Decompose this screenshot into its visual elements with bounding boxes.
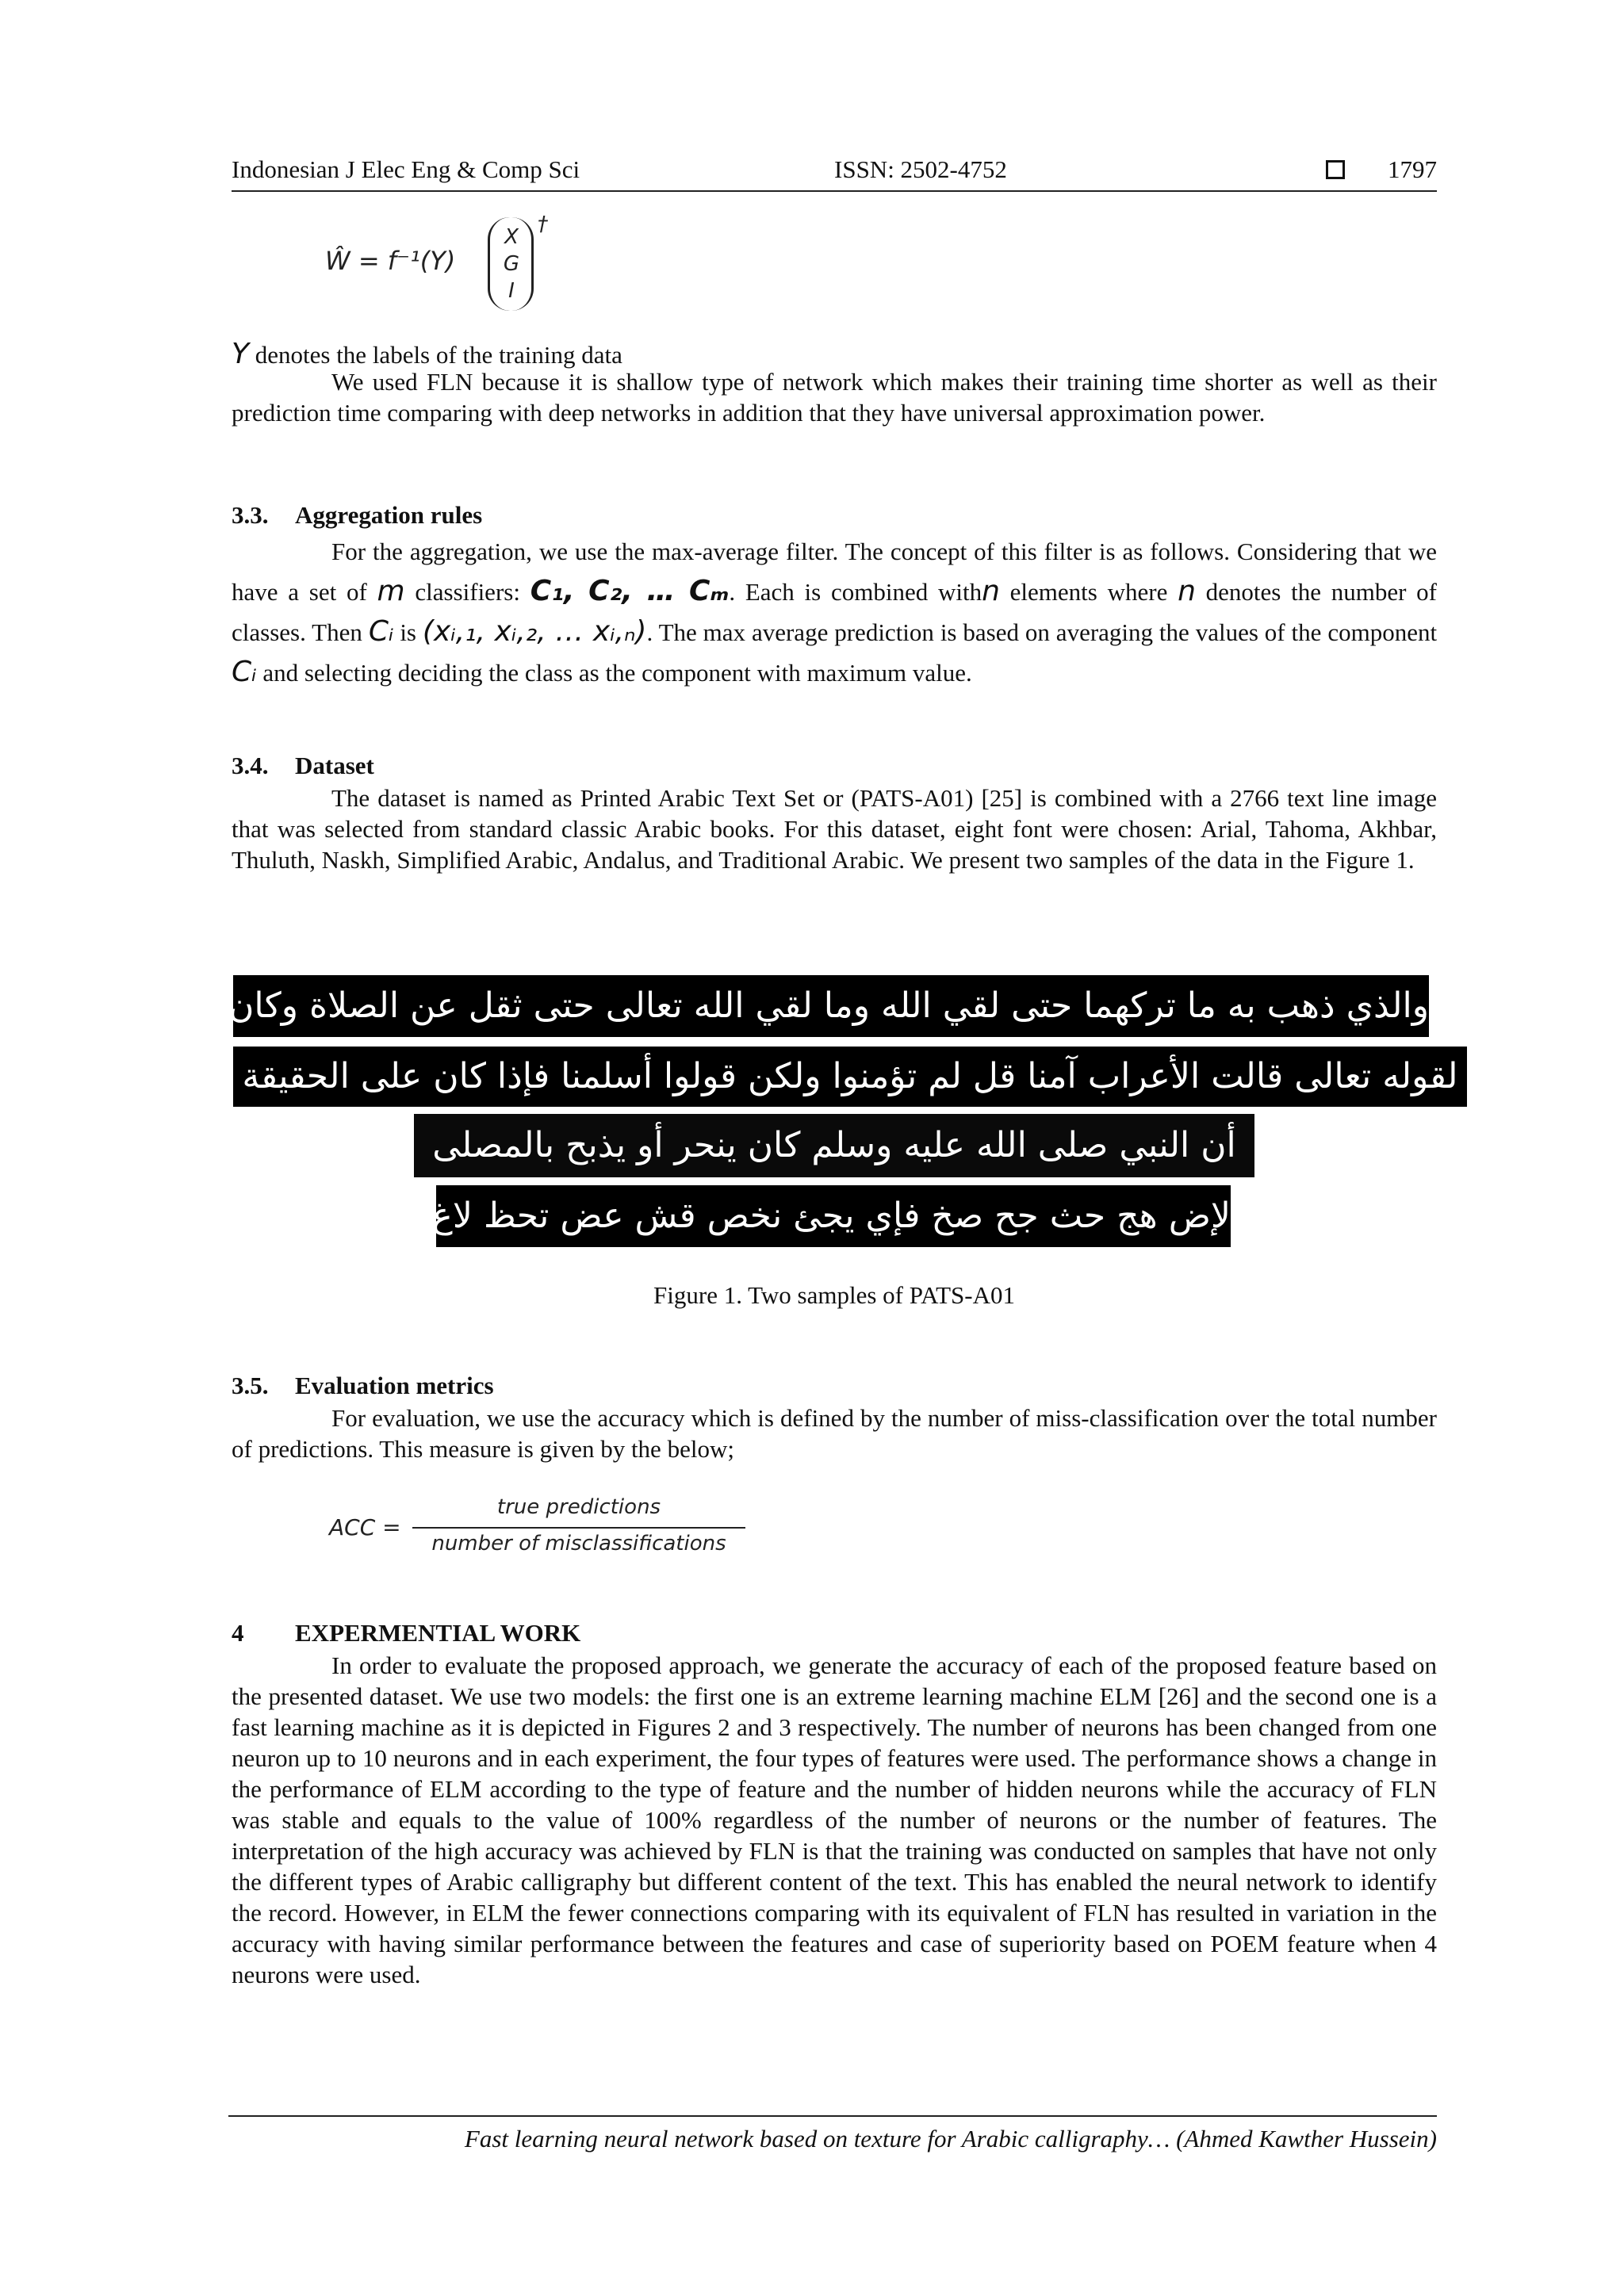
paragraph-dataset: The dataset is named as Printed Arabic Text Set or (PATS-A01) [25] is combined with a 2766 text line image that was selected from standard classic Arabic books. For this dataset, eight font were chosen: Arial, Tahoma, Akhbar, Thuluth, Naskh, Simplified Arabic, Andalus, and Traditional Arabic. We present two samples of the data in the Figure 1.: [232, 784, 1437, 874]
paragraph-evaluation: For evaluation, we use the accuracy which is defined by the number of miss-classification over the total number of predictions. This measure is given by the below;: [232, 1404, 1437, 1463]
equation-w-hat: [325, 212, 579, 308]
component-vector: (xᵢ,₁, xᵢ,₂, … xᵢ,ₙ): [422, 615, 647, 648]
section-heading-4: [232, 1619, 580, 1647]
text-run: For the aggregation, we use the max-average filter. The concept of this filter is as follows. Considering that we have a set of: [232, 538, 1437, 606]
figure-sample-line: لإض هج حث جح صخ فإي يجئ نخص قش عض تحظ لاغ للآت: [436, 1185, 1231, 1247]
issn: ISSN: 2502-4752: [834, 155, 1007, 183]
equation-acc-lhs: ACC =: [329, 1514, 401, 1540]
figure-caption: Figure 1. Two samples of PATS-A01: [653, 1281, 1015, 1309]
y-definition: [232, 337, 622, 370]
running-header: [232, 155, 1437, 187]
section-number: 3.3.: [232, 501, 269, 529]
n-symbol: n: [982, 575, 1000, 607]
header-rule: [232, 190, 1437, 192]
running-footer: Fast learning neural network based on texture for Arabic calligraphy… (Ahmed Kawther Hussein): [464, 2125, 1437, 2152]
section-title: EXPERMENTIAL WORK: [295, 1619, 581, 1647]
ci-symbol: Cᵢ: [232, 656, 257, 688]
text-run: . The max average prediction is based on averaging the values of the component: [646, 618, 1438, 646]
figure-sample-line: أن النبي صلى الله عليه وسلم كان ينحر أو يذبح بالمصلى: [414, 1114, 1254, 1177]
figure-sample-line: لقوله تعالى قالت الأعراب آمنا قل لم تؤمنوا ولكن قولوا أسلمنا فإذا كان على الحقيقة: [233, 1047, 1467, 1107]
footer-rule: [228, 2115, 1437, 2117]
square-bullet-icon: [1326, 160, 1345, 179]
section-heading-3-3: [232, 501, 482, 530]
equation-denominator: number of misclassifications: [431, 1532, 726, 1556]
section-heading-3-4: [232, 752, 374, 780]
ci-symbol: Cᵢ: [368, 615, 394, 648]
text-run: elements where: [1009, 578, 1168, 606]
vector-entry: I: [508, 279, 515, 303]
section-title: Evaluation metrics: [295, 1372, 494, 1399]
y-symbol: Y: [232, 338, 249, 370]
equation-w-lhs: Ŵ = f⁻¹(Y): [325, 246, 456, 276]
vector-entry: G: [503, 252, 520, 276]
section-title: Dataset: [295, 752, 374, 779]
section-heading-3-5: [232, 1372, 494, 1400]
m-symbol: m: [377, 575, 405, 607]
section-number: 3.5.: [232, 1372, 269, 1399]
text-run: is: [400, 618, 416, 646]
classifier-list: C₁, C₂, … Cₘ: [530, 575, 730, 607]
journal-name: Indonesian J Elec Eng & Comp Sci: [232, 155, 580, 183]
page-number: 1797: [1388, 155, 1437, 183]
section-number: 3.4.: [232, 752, 269, 779]
text-run: . Each is combined with: [729, 578, 982, 606]
section-number: 4: [232, 1619, 244, 1647]
fraction-bar: [412, 1527, 745, 1529]
section-title: Aggregation rules: [295, 501, 483, 529]
text-run: denotes the number of classes. Then: [232, 578, 1438, 646]
paragraph-aggregation: [232, 532, 1437, 693]
equation-vector: [500, 224, 523, 304]
text-run: classifiers:: [415, 578, 520, 606]
text-run: and selecting deciding the class as the component with maximum value.: [262, 659, 972, 687]
figure-sample-line: والذي ذهب به ما تركهما حتى لقي الله وما لقي الله تعالى حتى ثقل عن الصلاة وكان يصلي كثيرا: [233, 975, 1429, 1037]
pseudo-inverse-symbol: †: [538, 212, 548, 236]
y-definition-text: denotes the labels of the training data: [249, 341, 622, 369]
vector-entry: X: [504, 225, 519, 249]
n-symbol: n: [1178, 575, 1196, 607]
equation-accuracy: [329, 1495, 773, 1559]
paragraph-fln: We used FLN because it is shallow type of network which makes their training time shorter as well as their prediction time comparing with deep networks in addition that they have universal approximation power.: [232, 368, 1437, 427]
paragraph-experimental-work: In order to evaluate the proposed approach, we generate the accuracy of each of the proposed feature based on the presented dataset. We use two models: the first one is an extreme learning machine ELM [26] and the second one is a fast learning machine as it is depicted in Figures 2 and 3 respectively. The number of neurons has been changed from one neuron up to 10 neurons and in each experiment, the four types of features were used. The performance shows a change in the performance of ELM according to the type of feature and the number of hidden neurons while the accuracy of FLN was stable and equals to the value of 100% regardless of the number of neurons or the number of features. The interpretation of the high accuracy was achieved by FLN is that the training was conducted on samples that have not only the different types of Arabic calligraphy but different content of the text. This has enabled the neural network to identify the record. However, in ELM the fewer connections comparing with its equivalent of FLN has resulted in variation in the accuracy with having similar performance between the features and case of superiority based on POEM feature when 4 neurons were used.: [232, 1651, 1437, 1988]
equation-numerator: true predictions: [496, 1495, 661, 1519]
